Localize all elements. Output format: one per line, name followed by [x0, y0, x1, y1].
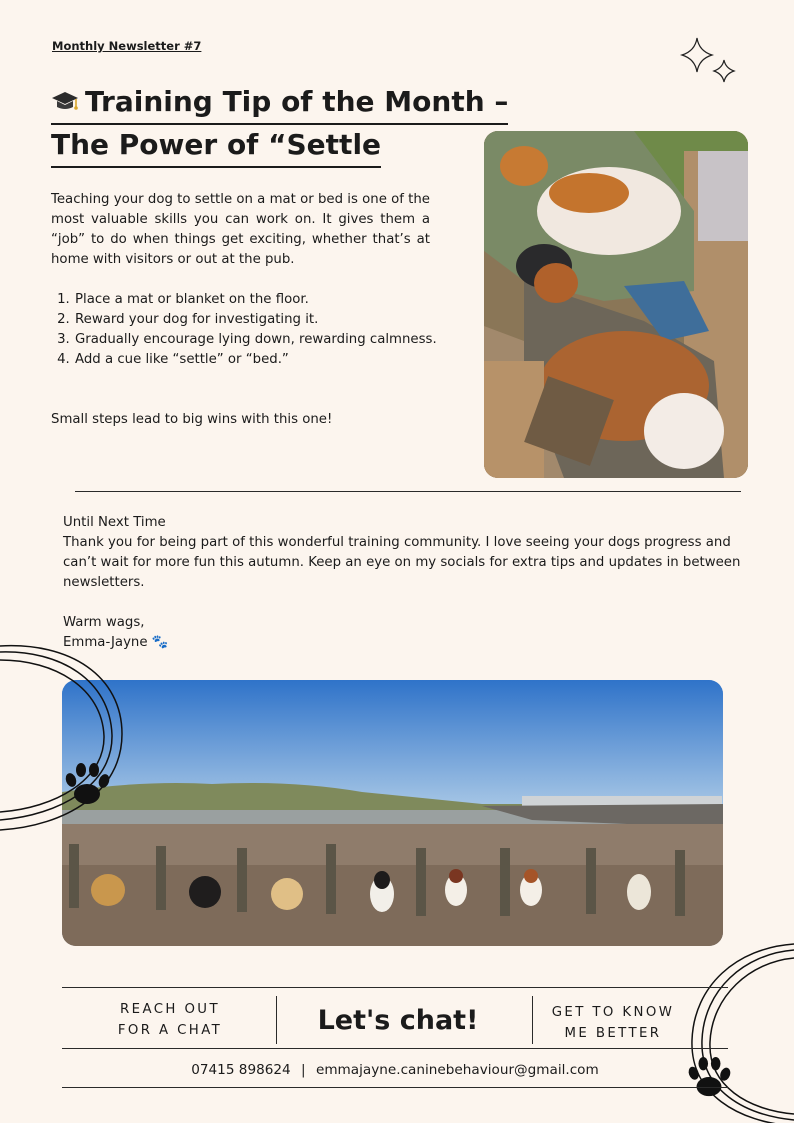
signoff-name: Emma-Jayne 🐾 [63, 635, 169, 650]
signoff-body: Thank you for being part of this wonderful training community. I love seeing your dogs progress and can’t wait for more fun this autumn. Keep an eye on my socials for extra tips and updates in between newsletters. [63, 535, 741, 590]
signoff-heading: Until Next Time [63, 515, 166, 530]
section-divider [75, 491, 741, 492]
get-to-know-label [535, 1002, 691, 1044]
footer-divider-left [276, 996, 277, 1044]
lets-chat-heading: Let's chat! [317, 1005, 479, 1036]
newsletter-issue-label: Monthly Newsletter #7 [52, 39, 202, 53]
footer-top-rule [62, 987, 728, 988]
phone-number[interactable]: 07415 898624 [191, 1062, 291, 1078]
get-to-know-line-2: ME BETTER [564, 1026, 662, 1041]
tip-title-text-1: Training Tip of the Month – [85, 85, 509, 118]
contact-separator: | [301, 1062, 306, 1078]
get-to-know-line-1: GET TO KNOW [551, 1005, 675, 1020]
reach-out-line-2: FOR A CHAT [117, 1023, 223, 1038]
tip-intro-text: Teaching your dog to settle on a mat or bed is one of the most valuable skills you can work on. It gives them a “job” to do when things get exciting, whether that’s at home with visitors or out at the pub. [51, 192, 430, 267]
reach-out-label [90, 999, 250, 1041]
dogs-settling-photo [484, 131, 748, 478]
tip-steps-list [51, 290, 453, 370]
tip-step: 2. Reward your dog for investigating it. [74, 310, 453, 330]
signoff-section [63, 513, 753, 653]
graduation-cap-icon [51, 89, 79, 113]
email-address[interactable]: emmajayne.caninebehaviour@gmail.com [315, 1062, 599, 1078]
contact-details [62, 1058, 728, 1082]
decorative-swirl-right [674, 940, 794, 1123]
reach-out-line-1: REACH OUT [120, 1002, 220, 1017]
tip-title-line-1 [51, 82, 508, 125]
tip-step: 1. Place a mat or blanket on the floor. [74, 290, 453, 310]
footer-divider-right [532, 996, 533, 1044]
footer-middle-rule [62, 1048, 728, 1049]
dogs-on-beach-photo [62, 680, 723, 946]
footer-bottom-rule [62, 1087, 728, 1088]
signoff-greeting: Warm wags, [63, 615, 145, 630]
tip-step: 4. Add a cue like “settle” or “bed.” [74, 350, 453, 370]
sparkle-icon [672, 34, 742, 90]
tip-title-line-2: The Power of “Settle [51, 125, 381, 168]
tip-step: 3. Gradually encourage lying down, rewarding calmness. [74, 330, 453, 350]
tip-closing-text: Small steps lead to big wins with this one! [51, 412, 333, 427]
